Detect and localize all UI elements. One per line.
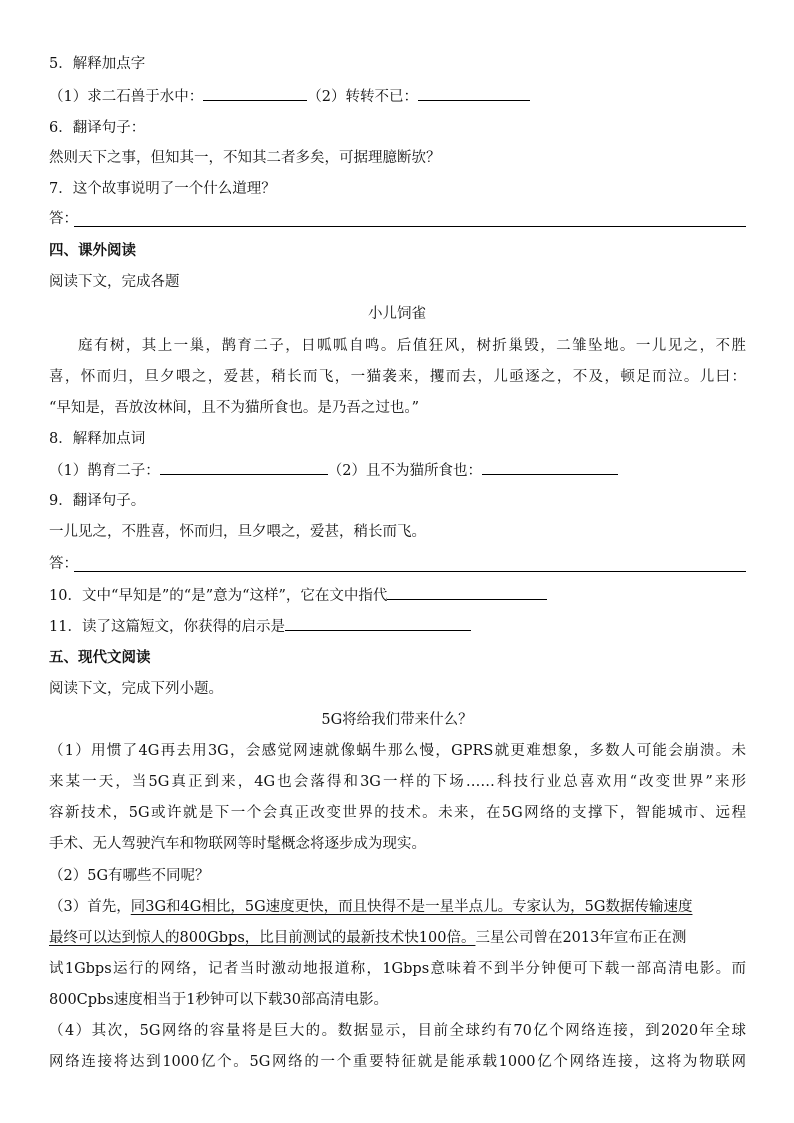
q8-blank-b[interactable] [482,460,618,475]
q7-answer-line[interactable] [74,226,746,227]
q8-blank-a[interactable] [160,460,328,475]
para-3-rest: 三星公司曾在2013年宣布正在测 [475,930,687,946]
para-3-underlined-1: 同3G和4G相比，5G速度更快，而且快得不是一星半点儿。专家认为，5G数据传输速度 [130,899,693,915]
section-5-instruction: 阅读下文，完成下列小题。 [49,681,223,697]
para-4-line-1: （4）其次，5G网络的容量将是巨大的。数据显示，目前全球约有70亿个网络连接，到2020年全球 [49,1023,746,1039]
q9-answer-line[interactable] [74,571,746,572]
q5-item-a: （1）求二石兽于水中： [49,89,204,105]
q9-label: 9．翻译句子。 [49,493,146,509]
section-4-instruction: 阅读下文，完成各题 [49,274,180,290]
passage-title-1: 小儿饲雀 [368,306,426,322]
q11-text: 11．读了这篇短文，你获得的启示是 [49,619,285,635]
passage-1-line-2: 喜，怀而归，旦夕喂之，爱甚，稍长而飞，一猫袭来，攫而去，儿亟逐之，不及，顿足而泣。儿曰： [49,369,746,385]
q5-items [49,86,530,107]
q11 [49,616,471,637]
para-3-prefix: （3）首先， [49,899,131,915]
para-4-line-2: 网络连接将达到1000亿个。5G网络的一个重要特征就是能承载1000亿个网络连接，这将为物联网 [49,1054,746,1070]
q11-blank[interactable] [285,616,471,631]
q8-item-a: （1）鹊育二子： [49,463,160,479]
q10-blank[interactable] [387,585,547,600]
para-3-line-1 [49,897,692,917]
q10 [49,585,547,606]
para-3-underlined-2: 最终可以达到惊人的800Gbps，比目前测试的最新技术快100倍。 [49,930,476,946]
passage-title-2: 5G将给我们带来什么？ [321,712,473,728]
q6-label: 6．翻译句子： [49,120,146,136]
para-2: （2）5G有哪些不同呢？ [49,868,210,884]
q6-sentence: 然则天下之事，但知其一，不知其二者多矣，可据理臆断欤？ [49,150,441,166]
passage-1-line-3: “早知是，吾放汝林间，且不为猫所食也。是乃吾之过也。” [49,400,420,416]
q5-blank-b[interactable] [418,86,530,101]
para-1-line-3: 容新技术，5G或许就是下一个会真正改变世界的技术。未来，在5G网络的支撑下，智能城市、远程 [49,805,746,821]
q5-item-b: （2）转转不已： [307,89,418,105]
para-1-line-2: 来某一天，当5G真正到来，4G也会落得和3G一样的下场……科技行业总喜欢用“改变世界”来形 [49,774,746,790]
q5-blank-a[interactable] [203,86,307,101]
q7-label: 7．这个故事说明了一个什么道理？ [49,181,276,197]
section-4-heading: 四、课外阅读 [49,243,136,259]
q9-sentence: 一儿见之，不胜喜，怀而归，旦夕喂之，爱甚，稍长而飞。 [49,524,426,540]
q7-answer-label: 答： [49,211,78,227]
q8-label: 8．解释加点词 [49,431,146,447]
para-1-line-4: 手术、无人驾驶汽车和物联网等时髦概念将逐步成为现实。 [49,836,426,852]
q10-text: 10．文中“早知是”的“是”意为“这样”，它在文中指代 [49,588,388,604]
para-1-line-1: （1）用惯了4G再去用3G，会感觉网速就像蜗牛那么慢，GPRS就更难想象，多数人可能会崩溃。未 [49,743,746,759]
para-3-line-4: 800Cpbs速度相当于1秒钟可以下载30部高清电影。 [49,992,388,1008]
para-3-line-2 [49,928,686,948]
q8-items [49,460,618,481]
q9-answer-label: 答： [49,556,78,572]
section-5-heading: 五、现代文阅读 [49,650,151,666]
q5-label: 5．解释加点字 [49,56,146,72]
q8-item-b: （2）且不为猫所食也： [327,463,482,479]
passage-1-line-1: 庭有树，其上一巢，鹊育二子，日呱呱自鸣。后值狂风，树折巢毁，二雏坠地。一儿见之，不胜 [78,338,746,354]
para-3-line-3: 试1Gbps运行的网络，记者当时激动地报道称，1Gbps意味着不到半分钟便可下载一部高清电影。而 [49,961,746,977]
